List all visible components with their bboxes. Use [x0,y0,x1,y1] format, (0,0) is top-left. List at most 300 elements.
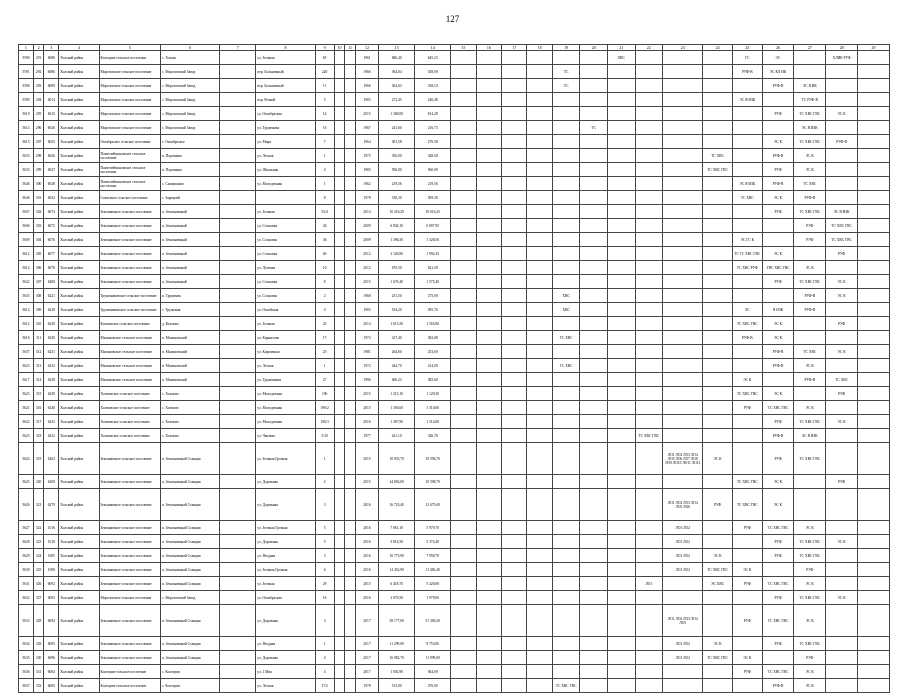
table-cell: 51 369,20 [415,605,451,637]
table-cell: 444,70 [379,359,415,373]
table-cell [476,345,501,359]
table-cell: с. Холмово [160,429,219,443]
table-cell: 296 [33,121,44,135]
table-cell [607,591,635,605]
table-cell [476,177,501,191]
table-cell: 621,58 [415,261,451,275]
table-cell: 297 [33,135,44,149]
table-cell: ЭС К [794,149,826,163]
column-header: 29 [857,45,889,51]
table-cell [552,415,580,429]
table-cell [451,591,476,605]
table-cell [334,65,345,79]
column-header: 11 [345,45,356,51]
table-cell [607,563,635,577]
table-cell [334,475,345,489]
table-cell: ЭС К [794,605,826,637]
table-cell [826,563,858,577]
table-cell: 323 [33,535,44,549]
table-cell [334,135,345,149]
table-cell [732,289,762,303]
table-cell: пер. Больничный [256,65,315,79]
table-cell: с. Морозовский Завод [160,79,219,93]
table-cell: ТС ХВС ГВС [732,387,762,401]
table-cell [527,535,552,549]
table-cell [635,345,663,359]
table-cell: 421,10 [379,429,415,443]
table-cell [527,359,552,373]
table-cell: 2009 [355,233,378,247]
table-cell: 310 [33,317,44,331]
table-cell: Морозовское сельское поселение [99,79,160,93]
table-cell: Земляничное сельское поселение [99,651,160,665]
table-cell: 1 [315,443,334,475]
table-cell [857,205,889,219]
table-cell [762,233,794,247]
table-cell [527,637,552,651]
table-cell [826,79,858,93]
table-cell [334,651,345,665]
table-cell [220,177,256,191]
table-cell [220,317,256,331]
column-header: 9 [315,45,334,51]
table-cell [857,373,889,387]
table-cell: 5610 [19,107,34,121]
table-cell [220,79,256,93]
table-cell [502,247,527,261]
table-cell: 9 753,00 [415,637,451,651]
table-cell [826,177,858,191]
table-cell [607,261,635,275]
table-cell: 6092 [44,577,59,591]
table-cell: 6 [315,563,334,577]
table-cell [580,275,608,289]
table-cell: РУФ [732,665,762,679]
table-cell [663,679,703,693]
table-cell: 414,00 [415,359,451,373]
table-cell [502,219,527,233]
table-cell [334,665,345,679]
table-row [19,93,890,107]
table-cell [334,107,345,121]
table-cell [527,135,552,149]
table-cell [703,303,733,317]
table-cell: 216,73 [415,121,451,135]
table-cell: РУФ [794,233,826,247]
table-cell: Пантелеймоновское сельское поселение [99,177,160,191]
table-cell [476,163,501,177]
table-cell: Морозовское сельское поселение [99,93,160,107]
table-cell [502,233,527,247]
table-cell [635,549,663,563]
table-cell [607,331,635,345]
table-cell [220,401,256,415]
table-cell: ТС ХВС ГВС [703,163,733,177]
table-cell: Холский район [59,261,99,275]
table-cell: Земляничное сельское поселение [99,549,160,563]
table-cell: ЛО1 ЛО2 [663,535,703,549]
table-cell: Холский район [59,429,99,443]
table-cell [635,205,663,219]
table-cell [451,521,476,535]
table-cell: Холский район [59,387,99,401]
table-cell: ул. Сосновая [256,219,315,233]
table-cell: 417,40 [379,331,415,345]
table-cell: Холский район [59,345,99,359]
table-cell [607,577,635,591]
table-cell: 6232 [44,359,59,373]
table-cell [476,605,501,637]
table-cell [826,489,858,521]
table-cell [552,51,580,65]
table-cell: 11 999,00 [415,651,451,665]
table-row [19,401,890,415]
table-cell [527,51,552,65]
table-cell [451,475,476,489]
table-cell [703,331,733,345]
table-row [19,219,890,233]
table-cell [580,637,608,651]
table-cell [451,535,476,549]
table-cell: 5607 [19,205,34,219]
table-cell [607,401,635,415]
table-cell: 29 [315,577,334,591]
table-cell [857,591,889,605]
table-cell [345,317,356,331]
table-cell [857,93,889,107]
table-cell: 6075 [44,219,59,233]
table-row [19,149,890,163]
table-cell [635,651,663,665]
table-row [19,605,890,637]
table-cell: 5621 [19,401,34,415]
table-cell: 246,48 [415,93,451,107]
table-cell [826,443,858,475]
table-cell: 316 [33,401,44,415]
table-cell: 5628 [19,535,34,549]
table-cell: ЭС К [794,577,826,591]
table-cell [762,93,794,107]
table-cell [220,651,256,665]
table-cell: ЭС К [826,591,858,605]
table-cell [635,415,663,429]
table-cell: Холский район [59,247,99,261]
table-cell [607,107,635,121]
table-cell [703,415,733,429]
table-cell: 1978 [355,679,378,693]
table-cell: 275,00 [415,289,451,303]
table-cell: ул. Сосновая [256,233,315,247]
table-cell: 6014 [44,93,59,107]
table-cell: Кологрив-сельское поселение [99,679,160,693]
table-cell [502,303,527,317]
table-cell: 3 [315,549,334,563]
table-cell: 1 367,90 [379,415,415,429]
table-cell [451,637,476,651]
table-cell: ТС ХВС ГВС [732,475,762,489]
table-cell: 6400 [44,275,59,289]
table-cell: 317 [33,415,44,429]
table-cell: РУФ-В [762,149,794,163]
table-cell: ЭС КЛ ИК [762,65,794,79]
table-cell: 11 [315,79,334,93]
table-cell [663,149,703,163]
table-cell: 16 [315,591,334,605]
table-cell: 319 [33,443,44,475]
table-cell [451,303,476,317]
table-cell [635,219,663,233]
table-cell: 5636 [19,665,34,679]
table-cell: 2016 [355,591,378,605]
table-cell [703,521,733,535]
table-cell: 6263 [44,443,59,475]
table-cell [826,191,858,205]
table-cell [857,489,889,521]
table-cell: 12 679,40 [415,489,451,521]
table-cell [580,79,608,93]
table-cell [703,401,733,415]
table-cell [826,651,858,665]
table-cell [580,219,608,233]
table-cell: 298 [33,149,44,163]
table-cell [527,665,552,679]
table-cell [703,79,733,93]
table-cell: 312 [33,345,44,359]
table-cell [857,605,889,637]
table-cell [220,261,256,275]
table-cell: ЭС К [794,679,826,693]
table-cell [502,149,527,163]
table-cell [794,317,826,331]
table-cell [476,247,501,261]
table-cell: ул. Зеленая [256,205,315,219]
table-cell [345,65,356,79]
table-cell: 2015 [355,387,378,401]
column-header: 8 [256,45,315,51]
table-cell: с. Морозовский Завод [160,65,219,79]
table-cell: Холский район [59,303,99,317]
table-cell [552,387,580,401]
table-cell: Холский район [59,489,99,521]
table-cell: 5 979,70 [415,521,451,535]
table-cell [502,289,527,303]
table-cell [857,261,889,275]
table-cell: Холский район [59,679,99,693]
table-cell: ТС ХВС ГВС [762,521,794,535]
table-cell [580,247,608,261]
table-cell [703,65,733,79]
table-cell [552,637,580,651]
table-cell [345,651,356,665]
table-cell: 10 596,70 [415,443,451,475]
table-cell: 1 613,50 [379,317,415,331]
table-cell [345,331,356,345]
table-cell [334,549,345,563]
table-cell [527,331,552,345]
table-cell [607,233,635,247]
table-cell [334,637,345,651]
table-cell: Холский район [59,401,99,415]
table-cell: с. Труженик [160,303,219,317]
table-cell: 16 723,40 [379,489,415,521]
table-cell [663,219,703,233]
table-cell [857,679,889,693]
table-cell [663,233,703,247]
table-cell [635,563,663,577]
table-cell: 65 [315,51,334,65]
table-cell: ул. Дорожная [256,489,315,521]
table-row [19,443,890,475]
table-row [19,679,890,693]
table-cell: Земляничное сельское поселение [99,521,160,535]
table-cell: ТС ХВС [794,177,826,191]
table-cell [334,317,345,331]
table-cell [334,219,345,233]
table-cell: ул. Молодежная [256,387,315,401]
table-cell: 8 [315,275,334,289]
table-cell: 1 [315,637,334,651]
table-cell: РУФ-В [794,191,826,205]
table-cell: 1 368,00 [379,107,415,121]
table-cell [580,577,608,591]
table-cell: РУФ [762,205,794,219]
table-cell [663,205,703,219]
table-cell [762,563,794,577]
table-cell [663,289,703,303]
table-cell [607,79,635,93]
table-cell [635,665,663,679]
table-cell [552,261,580,275]
table-cell [451,373,476,387]
table-cell [703,289,733,303]
table-cell: 1 979,00 [415,591,451,605]
table-cell: Малиновское сельское поселение [99,345,160,359]
table-cell: ТС ХВС [794,345,826,359]
table-cell [345,121,356,135]
table-cell: Холский район [59,149,99,163]
table-cell [826,303,858,317]
table-cell: ул. Дорожная [256,535,315,549]
table-cell [552,429,580,443]
table-cell: Холский район [59,549,99,563]
table-cell [857,247,889,261]
table-cell [580,191,608,205]
table-cell: ТС ХВС ГВС [794,535,826,549]
table-cell [334,535,345,549]
table-cell: Земляничное сельское поселение [99,233,160,247]
table-cell [476,577,501,591]
table-cell [334,149,345,163]
table-cell [857,177,889,191]
column-header: 13 [379,45,415,51]
table-cell: 313 [33,359,44,373]
table-cell: 1 356,60 [379,401,415,415]
table-cell [635,521,663,535]
table-cell [732,219,762,233]
table-cell: РУФ [794,563,826,577]
table-cell [703,233,733,247]
table-cell: 645,23 [415,51,451,65]
table-cell: ГС [732,51,762,65]
table-cell [826,93,858,107]
table-cell [857,429,889,443]
column-header: 18 [527,45,552,51]
table-cell [857,289,889,303]
table-cell: ЭС Я ИЗК [732,93,762,107]
table-cell: 273,45 [379,93,415,107]
table-cell [345,605,356,637]
table-cell: Холский район [59,275,99,289]
table-cell: ТС ХВС ГВС [762,401,794,415]
table-cell: Холский район [59,205,99,219]
table-cell: ЭС К [703,443,733,475]
table-cell [451,401,476,415]
table-cell: 2 120,80 [379,247,415,261]
table-cell [345,637,356,651]
table-cell [607,317,635,331]
table-cell: 1962 [355,177,378,191]
table-cell: 5614 [19,261,34,275]
table-cell [857,443,889,475]
table-cell: 1 310,60 [415,401,451,415]
table-row [19,51,890,65]
table-cell: Холский район [59,121,99,135]
table-cell [476,521,501,535]
table-cell [527,177,552,191]
table-row [19,317,890,331]
table-cell: ХЛИК РУФ [826,51,858,65]
table-cell: п. Земляничный Станция [160,651,219,665]
table-cell [345,563,356,577]
table-cell: ТС ХВС ГВС [794,443,826,475]
table-cell [857,665,889,679]
table-cell: ул. Чапаева [256,429,315,443]
table-cell: 5646 [19,191,34,205]
table-cell: ЭС К [732,651,762,665]
table-cell: Холский район [59,577,99,591]
table-cell: 1968 [355,289,378,303]
table-cell [607,163,635,177]
column-header: 10 [334,45,345,51]
table-cell [580,443,608,475]
table-cell: 5606 [19,219,34,233]
table-cell: ТС ХВС ГВС [826,233,858,247]
table-cell [552,275,580,289]
table-cell: ул. Октябрьская [256,107,315,121]
table-cell [580,261,608,275]
table-cell [607,289,635,303]
table-cell [527,275,552,289]
table-cell: 5591 [19,65,34,79]
table-cell [580,415,608,429]
table-cell [527,79,552,93]
table-cell: 10 [315,261,334,275]
table-row [19,65,890,79]
table-cell: 5 [315,535,334,549]
table-row [19,289,890,303]
table-cell [476,665,501,679]
table-cell [663,79,703,93]
table-cell: ТС ХВС ГВС [762,665,794,679]
table-cell [635,261,663,275]
table-cell: ЛО1 ЛО2 [663,563,703,577]
table-cell [476,261,501,275]
table-cell [635,387,663,401]
table-cell: п. Земляничный Станция [160,521,219,535]
table-cell [334,345,345,359]
table-cell [580,489,608,521]
table-cell: 5612 [19,317,34,331]
